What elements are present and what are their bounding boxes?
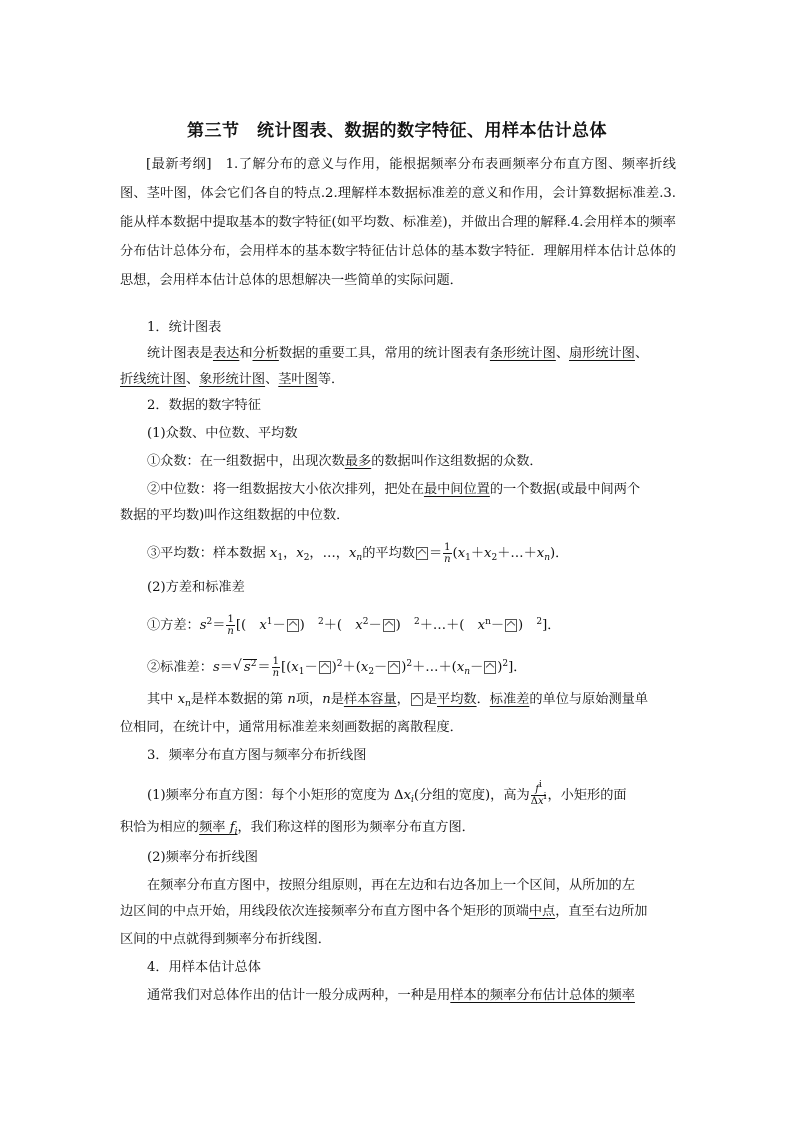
section-3-heading: 3．频率分布直方图与频率分布折线图 [147,748,367,763]
section-2-heading: 2．数据的数字特征 [147,398,261,413]
subsection-3-2-heading: (2)频率分布折线图 [147,850,258,865]
fraction-one-over-n: $\frac{1}{n}$ [272,656,280,679]
median-definition-line-2: 数据的平均数)叫作这组数据的中位数． [120,508,350,523]
median-definition-line-1: ②中位数：将一组数据按大小依次排列，把处在最中间位置的一个数据(或最中间两个 [147,482,641,497]
x-bar-icon [383,619,395,632]
mode-definition: ①众数：在一组数据中，出现次数最多的数据叫作这组数据的众数． [147,454,543,469]
section-4-heading: 4．用样本估计总体 [147,960,261,975]
standard-deviation-formula: ②标准差：s＝√ $s^2=$ $\frac{1}{n}$ [$(x_1- )^2+(x_2-$ )$^2+\dots+(x_n- )^2$]． [147,656,677,679]
mean-definition: ③平均数：样本数据 $x_1$，$x_2$，…，$x_n$的平均数 ＝ $\frac{1}{n}$ $(x_1+x_2+\dots+x_n)$． [147,542,569,565]
section-1-line-1: 统计图表是表达和分析数据的重要工具，常用的统计图表有条形统计图、扇形统计图、 [147,346,649,361]
histogram-definition-line-2: 积恰为相应的频率 $f_i$，我们称这样的图形为频率分布直方图． [120,820,475,837]
section-1-line-2: 折线统计图、象形统计图、茎叶图等． [120,372,345,387]
x-bar-icon [319,661,331,674]
polyline-paragraph-line-2: 边区间的中点开始，用线段依次连接频率分布直方图中各个矩形的顶端中点，直至右边所加 [120,904,648,919]
x-bar-icon [388,661,400,674]
x-bar-icon [416,547,428,560]
polyline-paragraph-line-3: 区间的中点就得到频率分布折线图． [120,932,331,947]
where-clause-line-2: 位相同，在统计中，通常用标准差来刻画数据的离散程度． [120,720,463,735]
fraction-one-over-n: $\frac{1}{n}$ [444,542,451,565]
x-bar-icon [505,619,517,632]
x-bar-icon [287,619,299,632]
square-root-symbol: √ $s^2$ [234,658,258,678]
fraction-f-over-delta-x: $\frac{f^i}{\Delta x^i}$ [530,780,547,807]
subsection-2-1-heading: (1)众数、中位数、平均数 [147,426,298,441]
x-bar-icon [411,693,423,706]
x-bar-icon [484,661,496,674]
estimation-paragraph-line-1: 通常我们对总体作出的估计一般分成两种，一种是用样本的频率分布估计总体的频率 [147,988,635,1003]
syllabus-paragraph: [最新考纲] 1.了解分布的意义与作用，能根据频率分布表画频率分布直方图、频率折线图、茎叶图，体会它们各自的特点.2.理解样本数据标准差的意义和作用，会计算数据标准差.3.能从样本数据中提取基本的数字特征(如平均数、标准差)，并做出合理的解释.4.会用样本的频率分布估计总体分布，会用样本的基本数字特征估计总体的基本数字特征．理解用样本估计总体的思想，会用样本估计总体的思想解决一些简单的实际问题． [120,157,676,288]
section-1-heading: 1．统计图表 [147,320,222,335]
fraction-one-over-n: $\frac{1}{n}$ [227,614,234,637]
where-clause-line-1: 其中 $x_n$是样本数据的第 n项，n是样本容量， 是平均数．标准差的单位与原始测量单 [147,692,649,709]
polyline-paragraph-line-1: 在频率分布直方图中，按照分组原则，再在左边和右边各加上一个区间，从所加的左 [147,878,635,893]
page-title: 第三节 统计图表、数据的数字特征、用样本估计总体 [187,121,607,141]
histogram-definition-line-1: (1)频率分布直方图：每个小矩形的宽度为 $\Delta x_i$(分组的宽度)，高为 $\frac{f^i}{\Delta x^i}$ ，小矩形的面 [147,780,627,807]
variance-formula: ①方差：$s^2=$ $\frac{1}{n}$ [( $x^1-$ ) $^2$＋( $x^2-$ ) $^2$＋…＋( $x^n-$ ) $^2$]． [147,614,561,637]
subsection-2-2-heading: (2)方差和标准差 [147,580,245,595]
